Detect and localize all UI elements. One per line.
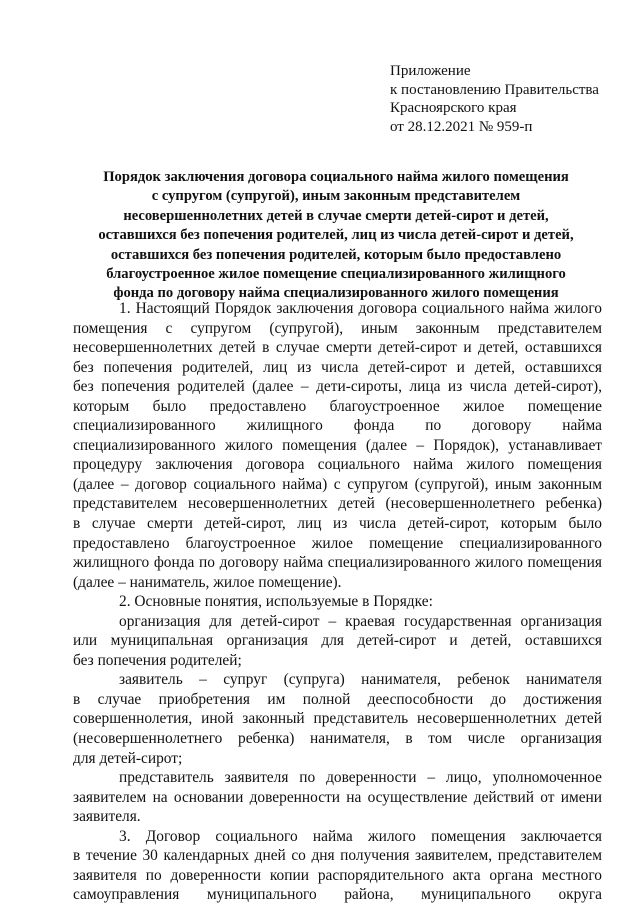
definition-line: заявителем на основании доверенности на осуществление действий от имени bbox=[73, 788, 602, 806]
paragraph-1-line: 1. Настоящий Порядок заключения договора социального найма жилого bbox=[119, 300, 602, 317]
appendix-line: Приложение bbox=[390, 63, 471, 79]
paragraph-1-line: несовершеннолетних детей в случае смерти детей-сирот и детей, оставшихся bbox=[73, 339, 602, 357]
paragraph-1-line: жилищного фонда по договору найма специализированного жилого помещения bbox=[73, 554, 602, 572]
paragraph-1-line: которым было предоставлено благоустроенное жилое помещение bbox=[73, 397, 602, 415]
paragraph-1-line: специализированного жилого помещения (далее – Порядок), устанавливает bbox=[73, 436, 602, 454]
definition-line: без попечения родителей; bbox=[73, 651, 242, 669]
paragraph-1-line: без попечения родителей, лиц из числа детей-сирот и детей, оставшихся bbox=[73, 358, 602, 376]
paragraph-2-line: 2. Основные понятия, используемые в Порядке: bbox=[119, 593, 433, 611]
definition-line: заявитель – супруг (супруга) нанимателя, ребенок нанимателя bbox=[119, 671, 602, 689]
document-body bbox=[73, 299, 602, 905]
definition-line: заявителя. bbox=[73, 808, 141, 826]
title-line: фонда по договору найма специализированного жилого помещения bbox=[113, 285, 559, 302]
definition-line: или муниципальная организация для детей-сирот и детей, оставшихся bbox=[73, 632, 602, 650]
definition-line: организация для детей-сирот – краевая государственная организация bbox=[119, 612, 602, 630]
title-line: оставшихся без попечения родителей, которым было предоставлено bbox=[110, 246, 562, 263]
paragraph-3-line: самоуправления муниципального района, муниципального округа bbox=[73, 886, 602, 904]
paragraph-1-line: процедуру заключения договора социального найма жилого помещения bbox=[73, 456, 602, 474]
paragraph-1-line: в случае смерти детей-сирот, лиц из числа детей-сирот, которым было bbox=[73, 515, 602, 533]
paragraph-1-line: (далее – наниматель, жилое помещение). bbox=[73, 573, 342, 591]
definition-line: для детей-сирот; bbox=[73, 749, 183, 767]
definition-line: представитель заявителя по доверенности – лицо, уполномоченное bbox=[119, 769, 602, 787]
title-line: несовершеннолетних детей в случае смерти детей-сирот и детей, bbox=[123, 207, 549, 224]
paragraph-1-line: специализированного жилищного фонда по договору найма bbox=[73, 417, 602, 435]
paragraph-1-line: представителем несовершеннолетних детей (несовершеннолетнего ребенка) bbox=[73, 495, 602, 513]
appendix-line: Красноярского края bbox=[390, 100, 517, 117]
paragraph-1-line: предоставлено благоустроенное жилое помещение специализированного bbox=[73, 534, 602, 552]
appendix-block bbox=[390, 62, 599, 136]
paragraph-3-line: в течение 30 календарных дней со дня получения заявителем, представителем bbox=[73, 847, 602, 865]
paragraph-1-line: (далее – договор социального найма) с супругом (супругой), иным законным bbox=[73, 475, 602, 493]
document-title bbox=[60, 168, 612, 304]
title-line: благоустроенное жилое помещение специализированного жилищного bbox=[106, 266, 566, 283]
title-line: с супругом (супругой), иным законным представителем bbox=[151, 188, 521, 205]
definition-line: в случае приобретения им полной дееспособности до достижения bbox=[73, 690, 602, 708]
paragraph-1-line: без попечения родителей (далее – дети-сироты, лица из числа детей-сирот), bbox=[73, 378, 602, 396]
title-line: Порядок заключения договора социального найма жилого помещения bbox=[103, 169, 569, 185]
appendix-line: к постановлению Правительства bbox=[390, 81, 599, 98]
definition-line: совершеннолетия, иной законный представитель несовершеннолетних детей bbox=[73, 710, 602, 728]
paragraph-3-line: заявителя по доверенности копии распорядительного акта органа местного bbox=[73, 866, 602, 884]
appendix-line: от 28.12.2021 № 959-п bbox=[390, 118, 533, 135]
paragraph-1-line: помещения с супругом (супругой), иным законным представителем bbox=[73, 319, 602, 337]
definition-line: (несовершеннолетнего ребенка) нанимателя, в том числе организация bbox=[73, 730, 602, 748]
paragraph-3-line: 3. Договор социального найма жилого помещения заключается bbox=[119, 827, 602, 845]
title-line: оставшихся без попечения родителей, лиц из числа детей-сирот и детей, bbox=[98, 227, 574, 244]
